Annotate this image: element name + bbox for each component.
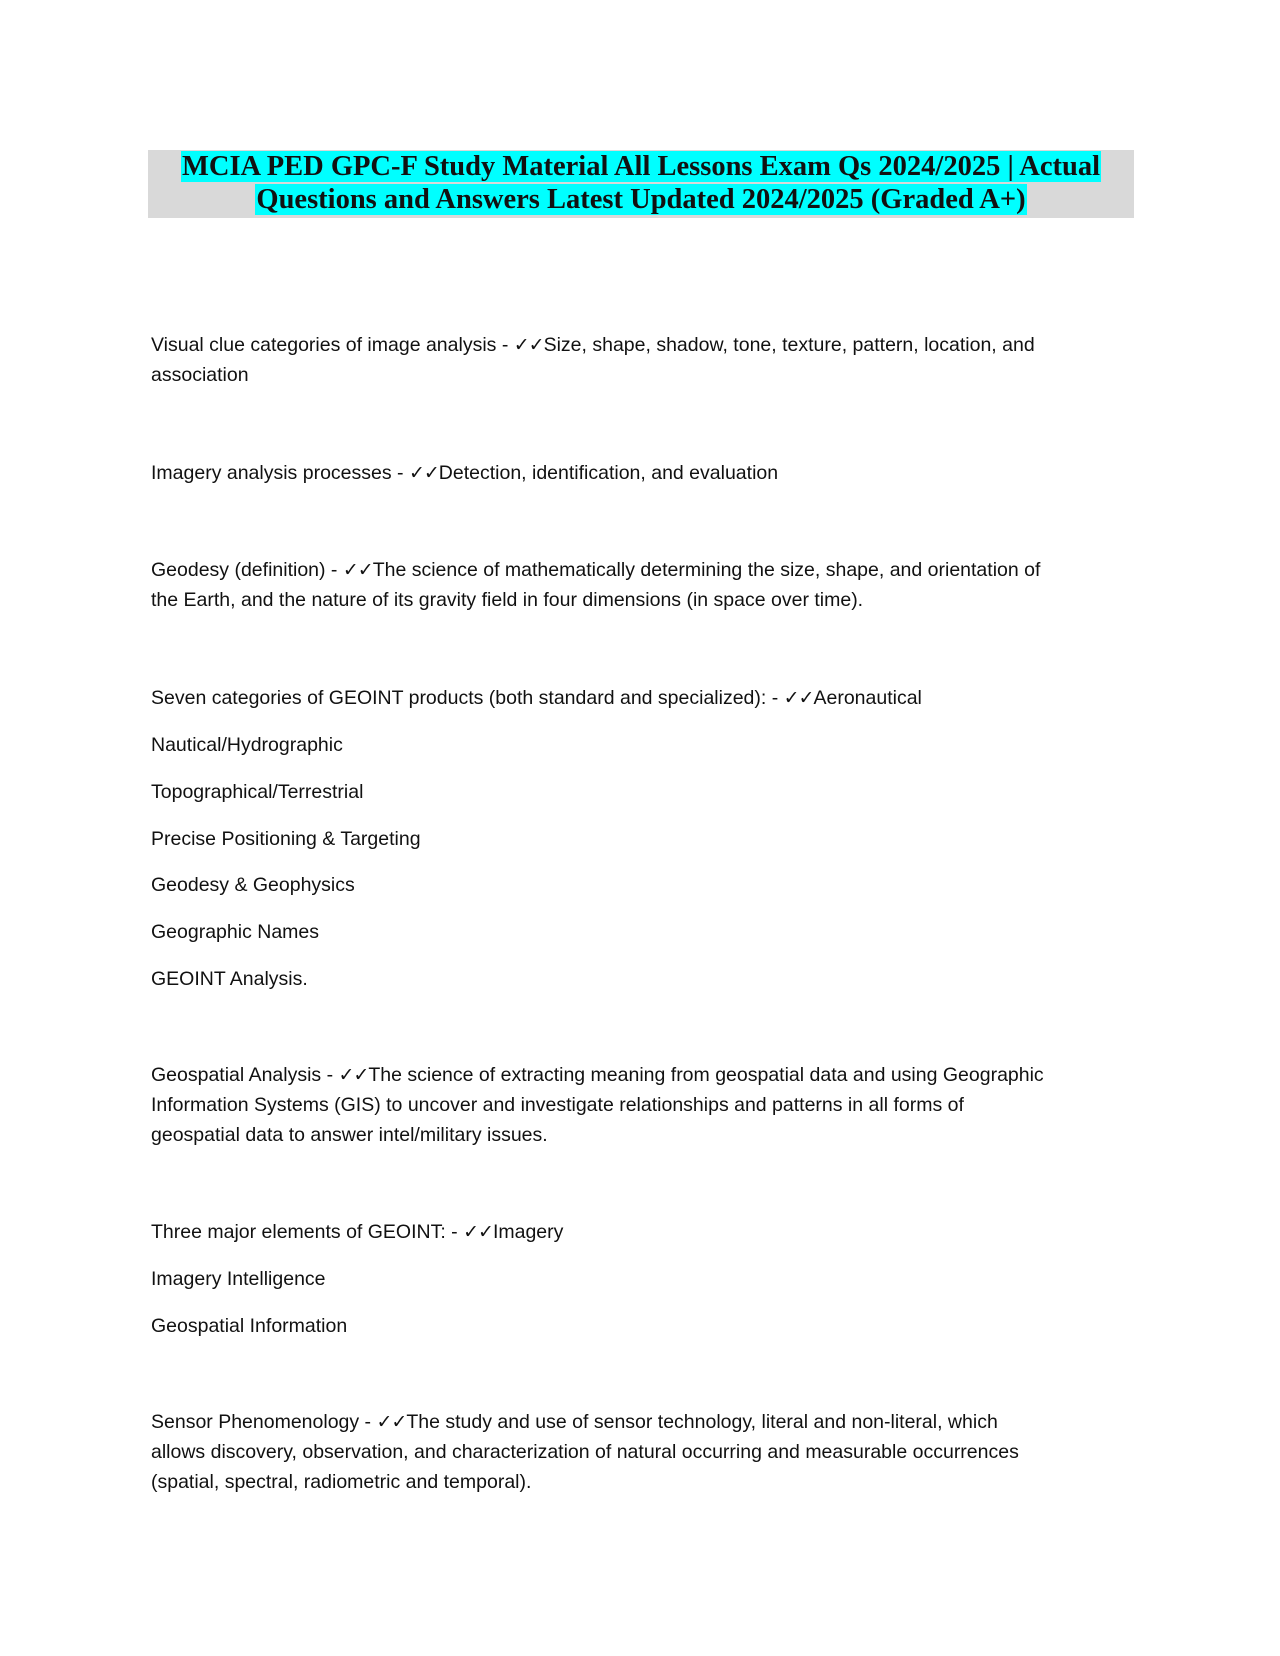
entry-answer: The science of extracting meaning from geospatial data and using Geographic (368, 1064, 1044, 1086)
entry-term: Geospatial Analysis - (151, 1064, 339, 1086)
list-item: GEOINT Analysis. (151, 968, 308, 990)
entry-answer-continued: allows discovery, observation, and characterization of natural occurring and measurable occurrences (151, 1441, 1019, 1463)
double-check-icon: ✓✓ (408, 462, 439, 484)
entry-term: Seven categories of GEOINT products (both standard and specialized): - (151, 687, 784, 709)
entry-answer: Aeronautical (813, 687, 922, 709)
qa-entry-geoint-products (151, 683, 1131, 713)
list-item: Geospatial Information (151, 1315, 348, 1337)
title-line-1: MCIA PED GPC-F Study Material All Lessons Exam Qs 2024/2025 | Actual (181, 151, 1101, 182)
double-check-icon: ✓✓ (513, 334, 544, 356)
list-item: Topographical/Terrestrial (151, 781, 364, 803)
entry-term: Three major elements of GEOINT: - (151, 1221, 464, 1243)
entry-answer: Detection, identification, and evaluation (438, 462, 779, 484)
entry-answer: Imagery (492, 1221, 564, 1243)
qa-entry-visual-clues (151, 330, 1131, 390)
double-check-icon: ✓✓ (783, 687, 814, 709)
qa-entry-sensor-phenomenology (151, 1407, 1131, 1497)
entry-answer-continued: association (151, 364, 249, 386)
double-check-icon: ✓✓ (376, 1411, 407, 1433)
list-item: Imagery Intelligence (151, 1268, 326, 1290)
list-item: Geodesy & Geophysics (151, 874, 355, 896)
entry-answer: The science of mathematically determining the size, shape, and orientation of (372, 559, 1041, 581)
double-check-icon: ✓✓ (463, 1221, 493, 1243)
entry-answer-continued: the Earth, and the nature of its gravity field in four dimensions (in space over time). (151, 589, 864, 611)
qa-entry-geoint-elements (151, 1217, 1131, 1247)
entry-term: Visual clue categories of image analysis - (151, 334, 514, 356)
list-item: Precise Positioning & Targeting (151, 828, 421, 850)
entry-answer-continued: geospatial data to answer intel/military issues. (151, 1124, 548, 1146)
qa-entry-geodesy (151, 555, 1131, 615)
qa-entry-geospatial-analysis (151, 1060, 1131, 1150)
entry-answer: The study and use of sensor technology, literal and non-literal, which (406, 1411, 998, 1433)
qa-entry-imagery-analysis (151, 458, 1131, 488)
entry-term: Imagery analysis processes - (151, 462, 409, 484)
entry-answer-continued: Information Systems (GIS) to uncover and investigate relationships and patterns in all forms of (151, 1094, 964, 1116)
entry-term: Sensor Phenomenology - (151, 1411, 377, 1433)
double-check-icon: ✓✓ (338, 1064, 369, 1086)
title-line-2: Questions and Answers Latest Updated 2024/2025 (Graded A+) (256, 184, 1026, 215)
list-item: Nautical/Hydrographic (151, 734, 343, 756)
document-title (148, 150, 1134, 218)
list-item: Geographic Names (151, 921, 319, 943)
double-check-icon: ✓✓ (342, 559, 373, 581)
entry-term: Geodesy (definition) - (151, 559, 343, 581)
entry-answer: Size, shape, shadow, tone, texture, pattern, location, and (543, 334, 1035, 356)
entry-answer-continued: (spatial, spectral, radiometric and temporal). (151, 1471, 532, 1493)
